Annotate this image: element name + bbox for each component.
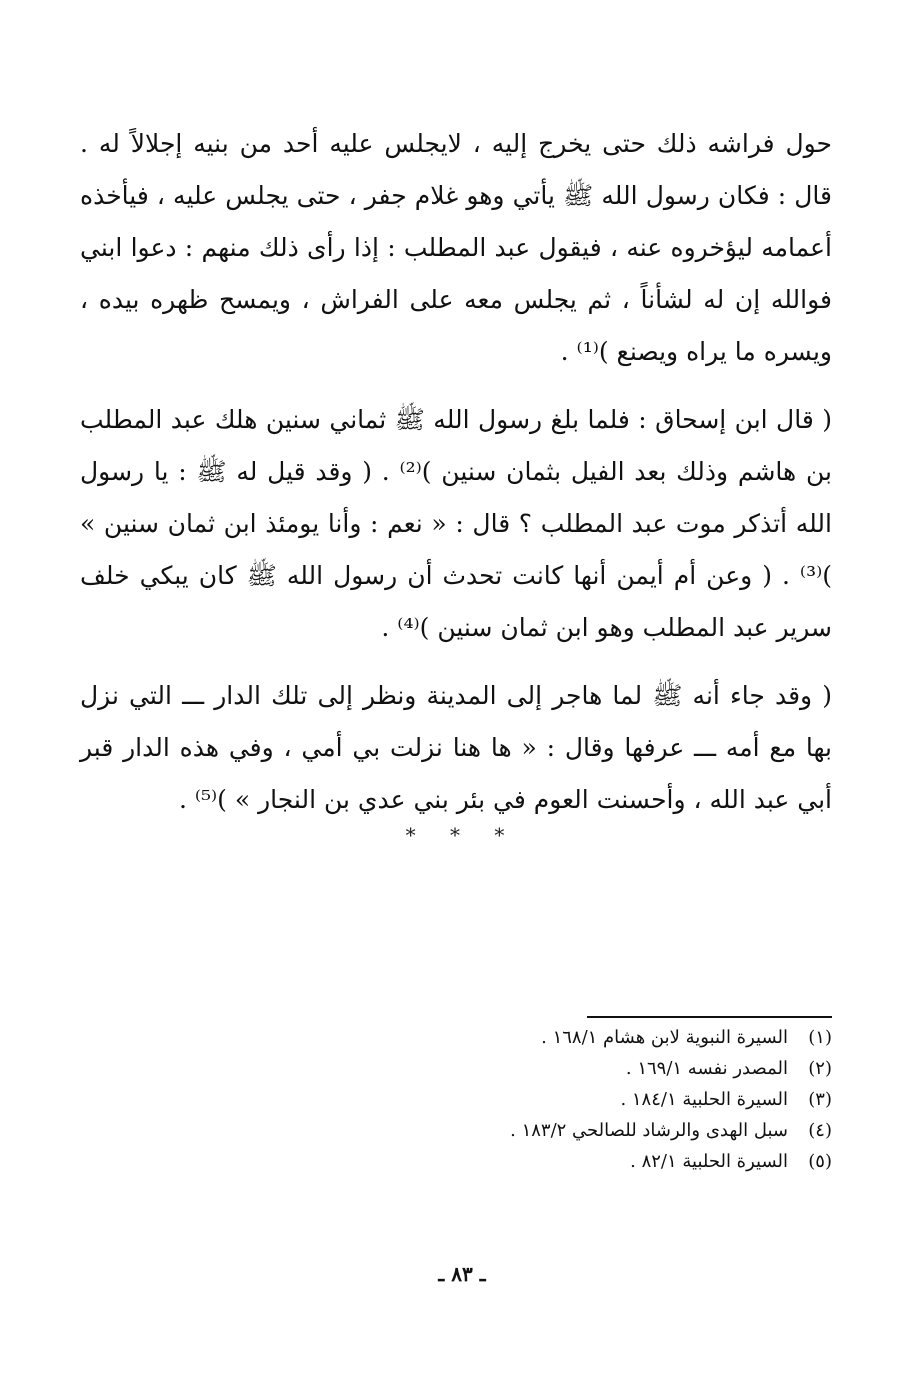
footnote-5 bbox=[372, 1146, 832, 1177]
footnotes-list bbox=[372, 1022, 832, 1177]
page-number: ـ ٨٣ ـ bbox=[438, 1262, 486, 1286]
footnote-text: السيرة الحلبية ١٨٤/١ . bbox=[620, 1089, 788, 1110]
paragraph-3: ( وقد جاء أنه ﷺ لما هاجر إلى المدينة ونظر إلى تلك الدار ـــ التي نزل بها مع أمه ـــ عرفها وقال : « ها هنا نزلت بي أمي ، وفي هذه الدار قبر أبي عبد الله ، وأحسنت العوم في بئر بني عدي بن النجار » )⁽⁵⁾ . bbox=[80, 681, 832, 814]
footnote-text: المصدر نفسه ١٦٩/١ . bbox=[625, 1058, 788, 1079]
footnote-number: (٢) bbox=[808, 1058, 832, 1079]
paragraph-1: حول فراشه ذلك حتى يخرج إليه ، لايجلس عليه أحد من بنيه إجلالاً له . قال : فكان رسول الله ﷺ يأتي وهو غلام جفر ، حتى يجلس عليه ، فيأخذه أعمامه ليؤخروه عنه ، فيقول عبد المطلب : إذا رأى ذلك منهم : دعوا ابني فوالله إن له لشأناً ، ثم يجلس معه على الفراش ، ويمسح ظهره بيده ، ويسره ما يراه ويصنع )⁽¹⁾ . bbox=[80, 129, 832, 366]
footnote-text: سبل الهدى والرشاد للصالحي ١٨٣/٢ . bbox=[510, 1120, 788, 1141]
footnote-4 bbox=[372, 1115, 832, 1146]
footnote-text: السيرة الحلبية ٨٢/١ . bbox=[630, 1151, 788, 1172]
footnote-1 bbox=[372, 1022, 832, 1053]
footnote-2 bbox=[372, 1053, 832, 1084]
footnote-text: السيرة النبوية لابن هشام ١٦٨/١ . bbox=[541, 1027, 788, 1048]
main-text bbox=[80, 118, 832, 826]
footnote-number: (٣) bbox=[808, 1089, 832, 1110]
footnote-3 bbox=[372, 1084, 832, 1115]
section-separator: * * * bbox=[405, 823, 519, 847]
footnote-rule bbox=[587, 1016, 832, 1018]
paragraph-2: ( قال ابن إسحاق : فلما بلغ رسول الله ﷺ ثماني سنين هلك عبد المطلب بن هاشم وذلك بعد الفيل بثمان سنين )⁽²⁾ . ( وقد قيل له ﷺ : يا رسول الله أتذكر موت عبد المطلب ؟ قال : « نعم : وأنا يومئذ ابن ثمان سنين » )⁽³⁾ . ( وعن أم أيمن أنها كانت تحدث أن رسول الله ﷺ كان يبكي خلف سرير عبد المطلب وهو ابن ثمان سنين )⁽⁴⁾ . bbox=[80, 405, 832, 642]
footnote-number: (٤) bbox=[808, 1120, 832, 1141]
footnote-number: (١) bbox=[808, 1027, 832, 1048]
footnote-number: (٥) bbox=[808, 1151, 832, 1172]
